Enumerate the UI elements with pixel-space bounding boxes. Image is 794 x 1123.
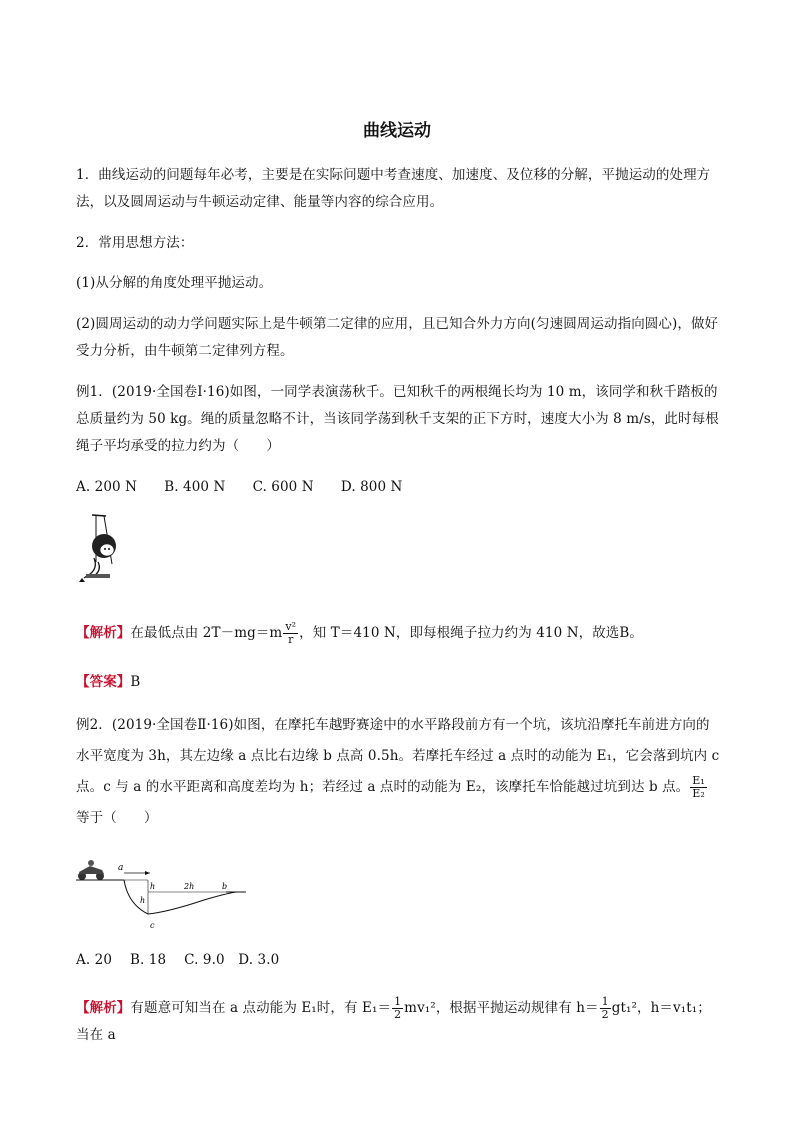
fraction-v2-over-r: $\frac{\text{v²}}{r}$ (285, 620, 297, 646)
example2-options: A. 20 B. 18 C. 9.0 D. 3.0 (76, 952, 280, 968)
analysis-text-a: 在最低点由 2T－mg＝m (130, 625, 283, 641)
analysis-text-b: ，知 T＝410 N，即每根绳子拉力约为 410 N，故选B。 (299, 625, 644, 641)
pit-figure (76, 856, 246, 936)
page-title: 曲线运动 (363, 121, 431, 141)
label-c: c (150, 921, 155, 930)
analysis-tag-2: 【解析】 (76, 1000, 131, 1016)
example2-analysis (76, 995, 720, 1049)
analysis2-text-a: 有题意可知当在 a 点动能为 E₁时，有 E₁＝ (130, 1000, 392, 1016)
intro-paragraph-4: (2)圆周运动的动力学问题实际上是牛顿第二定律的应用，且已知合外力方向(匀速圆周运动指向圆心)，做好受力分析，由牛顿第二定律列方程。 (76, 316, 719, 359)
label-h1: h (150, 882, 156, 891)
analysis2-text-b: mv₁²，根据平抛运动规律有 h＝ (404, 1000, 599, 1016)
example2-question-tail: 等于（ ） (76, 810, 158, 826)
answer-tag: 【答案】 (76, 674, 131, 690)
intro-paragraph-1: 1．曲线运动的问题每年必考，主要是在实际问题中考查速度、加速度、及位移的分解，平抛运动的处理方法，以及圆周运动与牛顿运动定律、能量等内容的综合应用。 (76, 167, 711, 210)
intro-paragraph-2: 2．常用思想方法： (76, 235, 194, 251)
example2-question-text: 例2．(2019·全国卷Ⅱ·16)如图，在摩托车越野赛途中的水平路段前方有一个坑，该坑沿摩托车前进方向的水平宽度为 3h，其左边缘 a 点比右边缘 b 点高 0.5h。若摩托车经过 a 点时的动能为 E₁，它会落到坑内 c 点。c 与 a 的水平距离和高度差均为 h；若经过 a 点时的动能为 E₂，该摩托车恰能越过坑到达 b 点。 (76, 717, 720, 795)
example1-analysis (76, 620, 720, 647)
intro-paragraph-3: (1)从分解的角度处理平抛运动。 (76, 275, 273, 291)
label-a: a (118, 863, 124, 873)
answer-value: B (130, 674, 141, 690)
fraction-one-half-2: $\frac{1}{2}$ (601, 995, 609, 1021)
swing-figure (76, 512, 146, 592)
fraction-one-half-1: $\frac{1}{2}$ (394, 995, 402, 1021)
label-h2: h (140, 896, 146, 905)
example1-options: A. 200 N B. 400 N C. 600 N D. 800 N (76, 479, 403, 495)
label-2h: 2h (184, 882, 195, 891)
label-b: b (222, 882, 228, 891)
analysis-tag: 【解析】 (76, 625, 131, 641)
analysis2-text-c: gt₁²，h＝v₁t₁；当在 a (76, 1000, 711, 1043)
example1-answer (76, 669, 720, 696)
example2-question (76, 710, 720, 834)
fraction-e1-over-e2: $\frac{\text{E₁}}{\text{E₂}}$ (692, 774, 705, 800)
example1-question: 例1．(2019·全国卷Ⅰ·16)如图，一同学表演荡秋千。已知秋千的两根绳长均为 10 m，该同学和秋千踏板的总质量约为 50 kg。绳的质量忽略不计，当该同学荡到秋千支架的正下方时，速度大小为 8 m/s，此时每根绳子平均承受的拉力约为（ ） (76, 384, 719, 454)
